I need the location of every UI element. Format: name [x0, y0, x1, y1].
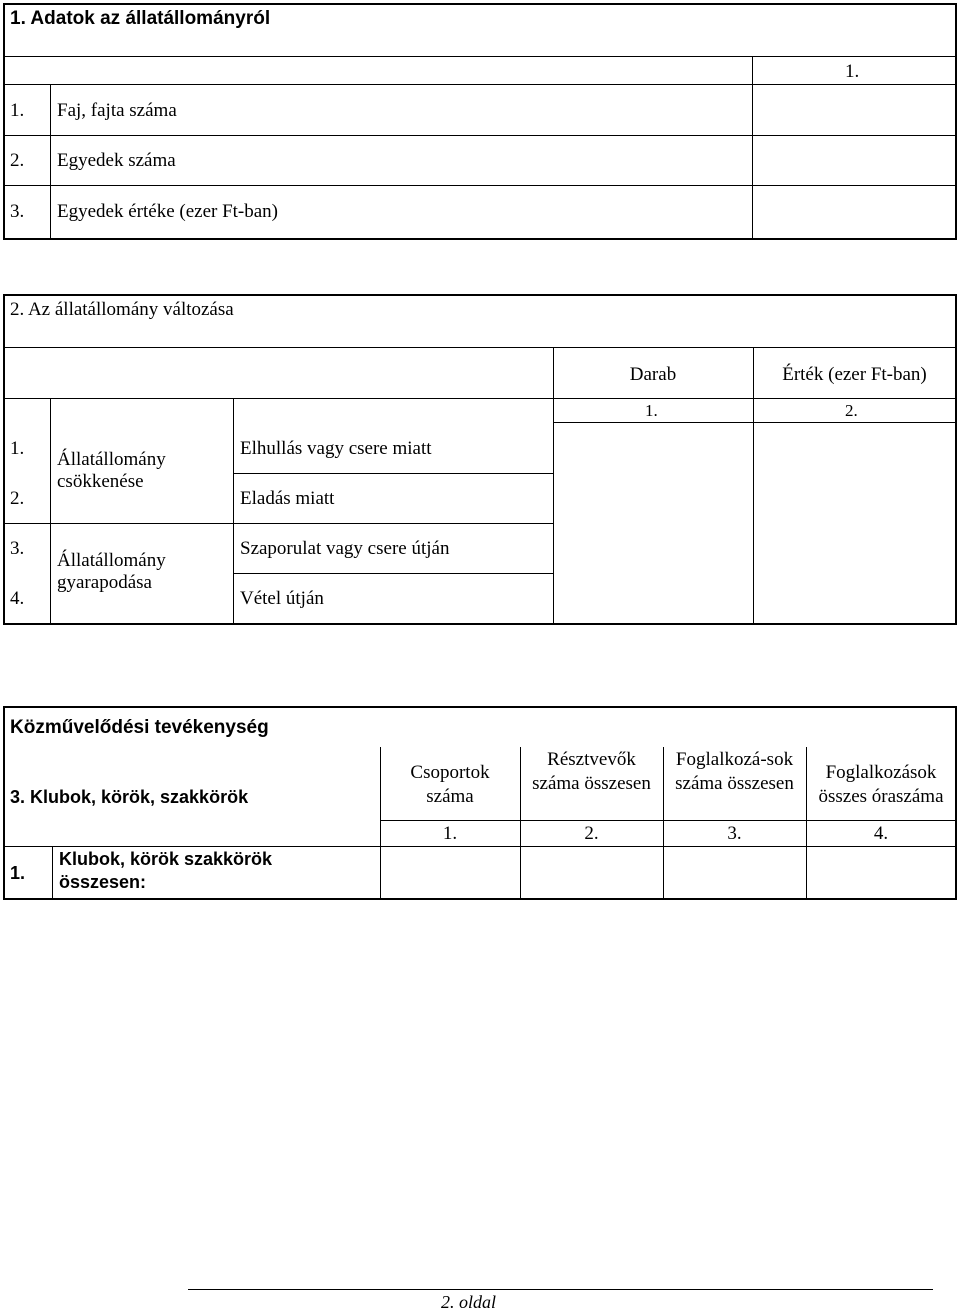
divider [50, 399, 51, 623]
divider [233, 473, 553, 474]
col-darab: Darab [629, 364, 677, 385]
footer-rule [188, 1289, 933, 1290]
row-label: Egyedek száma [57, 150, 176, 171]
row-number: 1. [10, 438, 25, 459]
row-label: Elhullás vagy csere miatt [240, 438, 432, 459]
col-participants-total: Résztvevők száma összesen [532, 749, 651, 794]
col-groups-count: Csoportok száma [410, 762, 490, 807]
col-num-4: 4. [873, 823, 889, 844]
row-number: 2. [10, 488, 25, 509]
section1-col-header: 1. [845, 61, 860, 82]
divider [50, 85, 51, 238]
divider [752, 57, 753, 238]
divider [753, 348, 754, 623]
row-number: 1. [10, 100, 25, 121]
divider [4, 84, 956, 85]
divider [4, 523, 553, 524]
row-number: 4. [10, 588, 25, 609]
row-label: Szaporulat vagy csere útján [240, 538, 450, 559]
group-increase: Állatállomány gyarapodása [57, 550, 166, 593]
row-label: Egyedek értéke (ezer Ft-ban) [57, 201, 279, 222]
row-label: Faj, fajta száma [57, 100, 177, 121]
divider [380, 846, 956, 847]
divider [4, 135, 956, 136]
row-number: 1. [10, 863, 26, 883]
col-num-2: 2. [845, 401, 858, 420]
row-number: 2. [10, 150, 25, 171]
page-number: 2. oldal [441, 1292, 497, 1312]
row-number: 3. [10, 538, 25, 559]
col-ertek: Érték (ezer Ft-ban) [782, 364, 927, 385]
divider [553, 348, 554, 623]
divider [233, 399, 234, 623]
row-label: Eladás miatt [240, 488, 335, 509]
divider [4, 56, 956, 57]
col-num-1: 1. [442, 823, 458, 844]
row-number: 3. [10, 201, 25, 222]
divider [233, 573, 553, 574]
divider [380, 820, 956, 821]
section1-title: 1. Adatok az állatállományról [10, 8, 271, 29]
col-total-hours: Foglalkozások összes óraszáma [818, 762, 944, 807]
group-decrease: Állatállomány csökkenése [57, 449, 166, 492]
divider [4, 185, 956, 186]
divider [52, 847, 53, 898]
divider [4, 398, 956, 399]
section2-title: 2. Az állatállomány változása [10, 299, 234, 320]
col-num-2: 2. [584, 823, 599, 844]
divider [553, 422, 956, 423]
row-label: Vétel útján [240, 588, 324, 609]
divider [4, 846, 380, 847]
section3-subtitle: 3. Klubok, körök, szakkörök [10, 787, 249, 807]
col-num-1: 1. [645, 401, 658, 420]
section3-title: Közművelődési tevékenység [10, 717, 269, 738]
row-label: Klubok, körök szakkörök összesen: [59, 849, 273, 892]
col-num-3: 3. [727, 823, 742, 844]
col-sessions-total: Foglalkozá-sok száma összesen [675, 749, 794, 794]
divider [4, 347, 956, 348]
